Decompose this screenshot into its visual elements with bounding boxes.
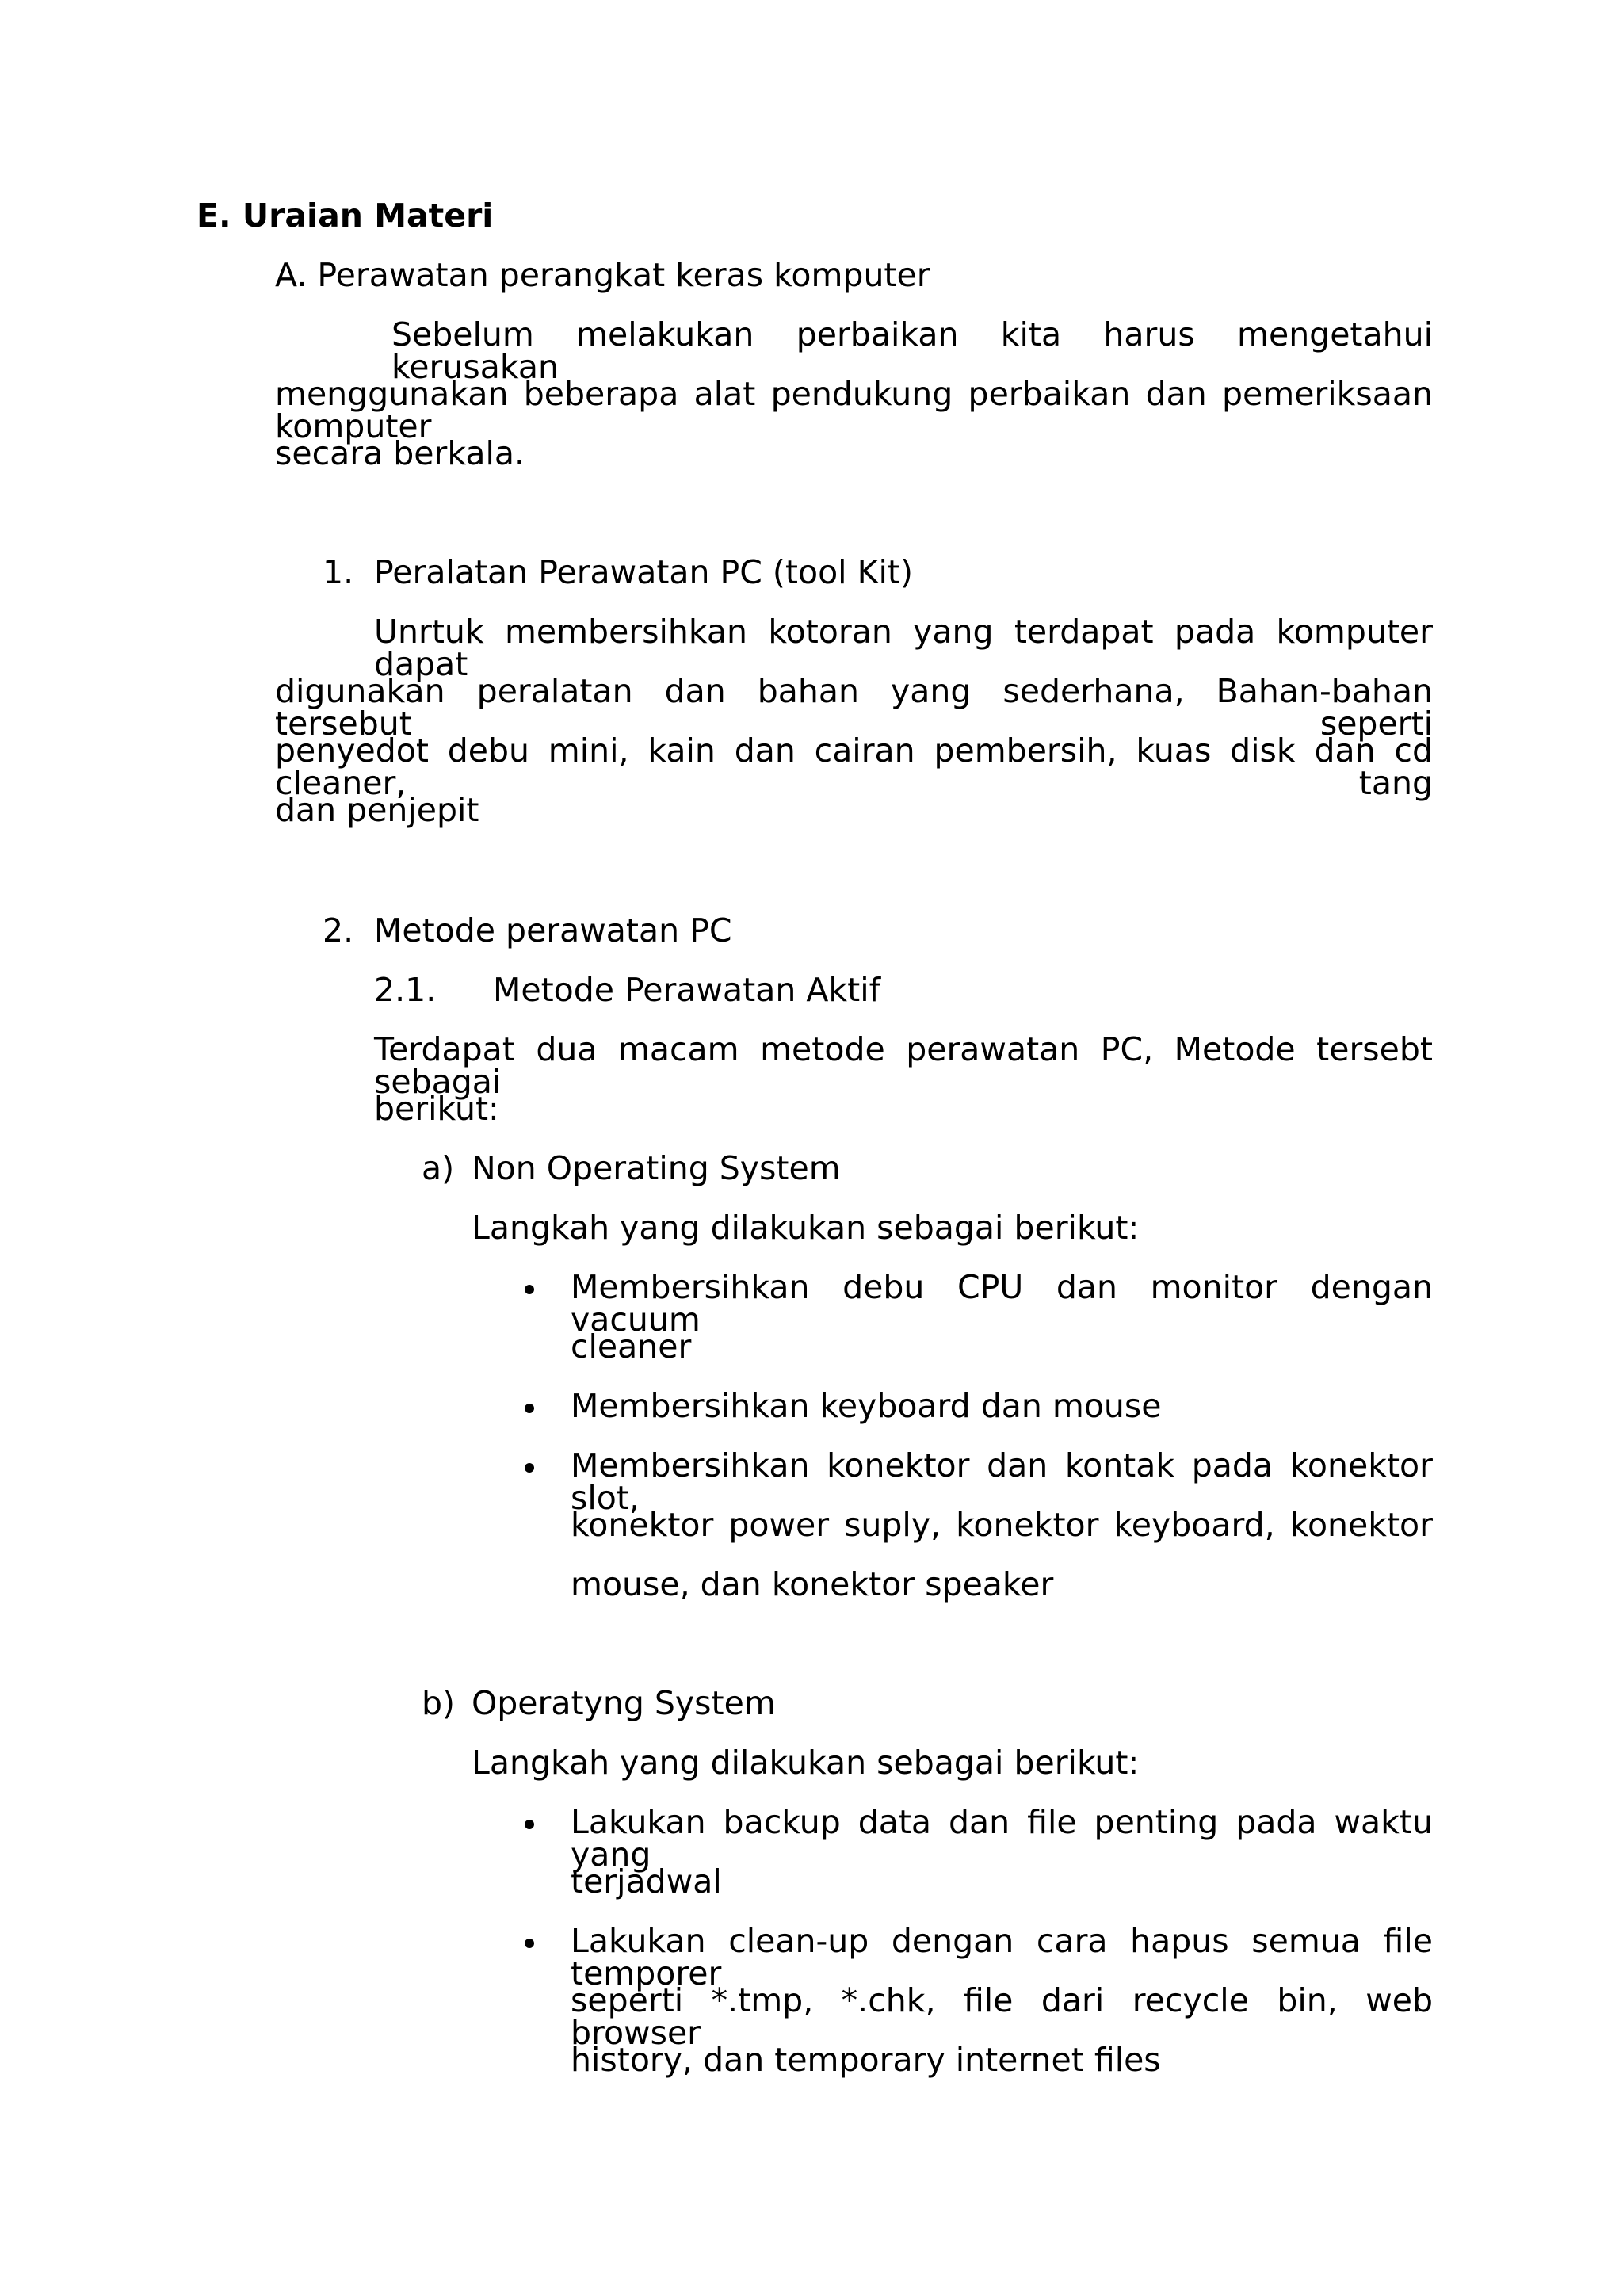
bullet-icon (525, 1285, 534, 1294)
item-1-paragraph-line-4: dan penjepit (275, 791, 479, 829)
sub-b-bullet-2-line-3: history, dan temporary internet files (571, 2041, 1161, 2079)
item-1-number: 1. (323, 553, 354, 591)
sub-b-bullet-2-line-2: seperti *.tmp, *.chk, file dari recycle bin, web browser (571, 1981, 1433, 2052)
bullet-icon (525, 1820, 534, 1829)
item-1-title: Peralatan Perawatan PC (tool Kit) (374, 553, 913, 591)
item-2-number: 2. (323, 911, 354, 949)
item-1-paragraph-line-2: digunakan peralatan dan bahan yang sederhana, Bahan-bahan tersebut seperti (275, 672, 1433, 743)
bullet-icon (525, 1404, 534, 1413)
section-heading: E. Uraian Materi (197, 197, 494, 235)
sub-b-bullet-2-line-1: Lakukan clean-up dengan cara hapus semua file temporer (571, 1922, 1433, 1992)
section-a-paragraph-line-3: secara berkala. (275, 434, 525, 472)
item-2-paragraph-line-2: berikut: (374, 1090, 499, 1128)
sub-a-bullet-3-line-1: Membersihkan konektor dan kontak pada konektor slot, (571, 1446, 1433, 1517)
sub-a-title: Non Operating System (472, 1149, 841, 1187)
section-a-paragraph-line-1: Sebelum melakukan perbaikan kita harus mengetahui kerusakan (391, 315, 1433, 386)
item-2-1-number: 2.1. (374, 971, 437, 1009)
sub-b-letter: b) (422, 1684, 456, 1722)
sub-a-bullet-1-line-1: Membersihkan debu CPU dan monitor dengan vacuum (571, 1268, 1433, 1339)
bullet-icon (525, 1939, 534, 1948)
sub-a-bullet-3-line-3: mouse, dan konektor speaker (571, 1565, 1054, 1603)
section-a-title: A. Perawatan perangkat keras komputer (275, 256, 930, 294)
sub-a-bullet-2-line-1: Membersihkan keyboard dan mouse (571, 1387, 1162, 1425)
item-1-paragraph-line-1: Unrtuk membersihkan kotoran yang terdapat pada komputer dapat (374, 613, 1433, 683)
item-2-1-title: Metode Perawatan Aktif (493, 971, 881, 1009)
sub-a-intro: Langkah yang dilakukan sebagai berikut: (472, 1209, 1140, 1247)
bullet-icon (525, 1463, 534, 1473)
sub-b-intro: Langkah yang dilakukan sebagai berikut: (472, 1744, 1140, 1782)
sub-a-bullet-3-line-2: konektor power suply, konektor keyboard, konektor (571, 1506, 1433, 1544)
sub-b-bullet-1-line-2: terjadwal (571, 1862, 722, 1901)
item-2-paragraph-line-1: Terdapat dua macam metode perawatan PC, Metode tersebt sebagai (374, 1030, 1433, 1101)
sub-a-bullet-1-line-2: cleaner (571, 1328, 692, 1366)
sub-b-title: Operatyng System (472, 1684, 776, 1722)
section-a-paragraph-line-2: menggunakan beberapa alat pendukung perbaikan dan pemeriksaan komputer (275, 375, 1433, 445)
item-2-title: Metode perawatan PC (374, 911, 732, 949)
sub-a-letter: a) (422, 1149, 455, 1187)
item-1-paragraph-line-3: penyedot debu mini, kain dan cairan pembersih, kuas disk dan cd cleaner, tang (275, 732, 1433, 802)
sub-b-bullet-1-line-1: Lakukan backup data dan file penting pada waktu yang (571, 1803, 1433, 1874)
